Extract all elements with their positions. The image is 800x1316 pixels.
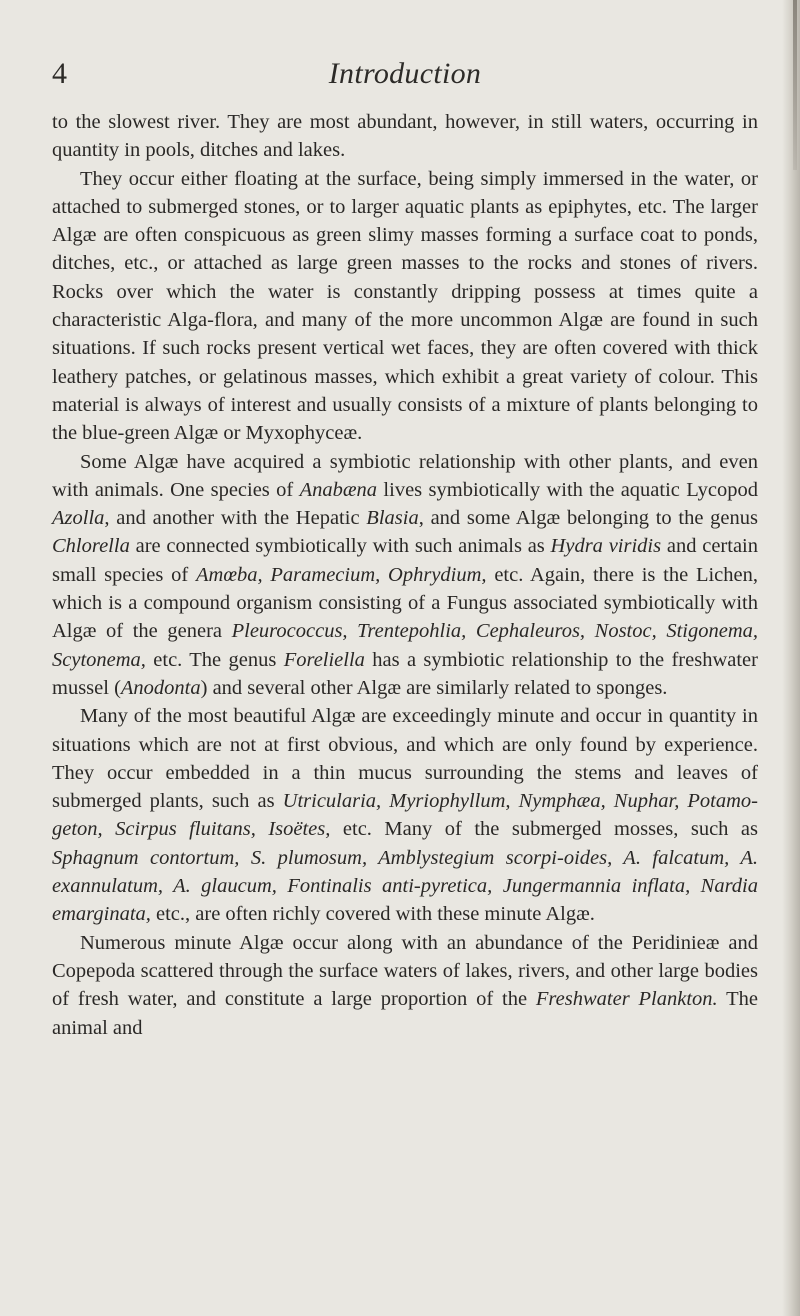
text-run: Many of the most beautiful Algæ are exceedingly minute and occur in quantity in situations which are not at first obvious, and which are only found by experience. They occur embedded in a thin mucus surrounding the stems and leaves of submerged plants, such as [52,705,758,813]
text-run: Some Algæ have acquired a symbiotic relationship with other plants, and even with animals. One species of [52,450,758,501]
text-run: They occur either floating at the surface, being simply immersed in the water, or attached to submerged stones, or to larger aquatic plants as epiphytes, etc. The larger Algæ are often conspicuous as green slimy masses forming a surface coat to ponds, ditches, etc., or attached as large green masses to the rocks and stones of rivers. Rocks over which the water is constantly dripping possess at times quite a characteristic Alga-flora, and many of the more uncommon Algæ are found in such situations. If such rocks present vertical wet faces, they are often covered with thick leathery patches, or gelatinous masses, which exhibit a great variety of colour. This material is always of interest and usually consists of a mixture of plants belonging to the blue-green Algæ or Myxophyceæ. [52,167,758,445]
italic-term: Utricularia, Myriophyllum, Nymphæa, Nuphar, Potamo-geton, Scirpus fluitans, Isoëtes, [52,790,758,841]
paragraph-2 [52,165,758,448]
text-run: , and some Algæ belonging to the genus [418,507,758,530]
text-run: and certain small species of [52,535,758,586]
text-run: etc. Again, there is the Lichen, which is a compound organism consisting of a Fungus associated symbiotically with Algæ of the genera [52,563,758,643]
text-run: etc., are often richly covered with these minute Algæ. [150,903,595,926]
body-text [52,108,758,1042]
italic-term: Amœba, Paramecium, Ophrydium, [196,563,487,586]
text-run: to the slowest river. They are most abundant, however, in still waters, occurring in quantity in pools, ditches and lakes. [52,111,758,162]
text-run: etc. The genus [145,648,284,671]
text-run: are connected symbiotically with such animals as [129,535,551,558]
running-title: Introduction [328,57,482,90]
italic-term: Freshwater Plankton. [535,988,718,1011]
italic-term: Azolla [52,507,105,530]
paragraph-5 [52,929,758,1042]
text-run: lives symbiotically with the aquatic Lycopod [377,478,759,501]
italic-term: Blasia [366,507,419,530]
italic-term: Foreliella [283,648,365,671]
page-edge-shadow [782,0,800,1316]
running-head [52,54,758,94]
text-run: etc. Many of the submerged mosses, such as [330,818,758,841]
italic-term: Sphagnum contortum, S. plumosum, Amblystegium scorpi-oides, A. falcatum, A. exannulatum, A. glaucum, Fontinalis anti-pyretica, Jungermannia inflata, Nardia emarginata, [52,846,758,926]
text-run: The animal and [52,988,758,1039]
page-number: 4 [52,57,67,90]
paragraph-1 [52,108,758,165]
italic-term: Anabæna [299,478,378,501]
italic-term: Hydra viridis [550,535,662,558]
paragraph-3 [52,448,758,703]
text-run: has a symbiotic relationship to the freshwater mussel ( [52,648,758,699]
italic-term: Anodonta [120,676,201,699]
paragraph-4 [52,702,758,928]
text-run: ) and several other Algæ are similarly related to sponges. [200,676,668,699]
italic-term: Chlorella [52,535,130,558]
text-run: Numerous minute Algæ occur along with an abundance of the Peridinieæ and Copepoda scattered through the surface waters of lakes, rivers, and other large bodies of fresh water, and constitute a large proportion of the [52,931,758,1011]
italic-term: Pleurococcus, Trentepohlia, Cephaleuros, Nostoc, Stigonema, Scytonema, [52,620,758,671]
text-run: , and another with the Hepatic [104,507,367,530]
